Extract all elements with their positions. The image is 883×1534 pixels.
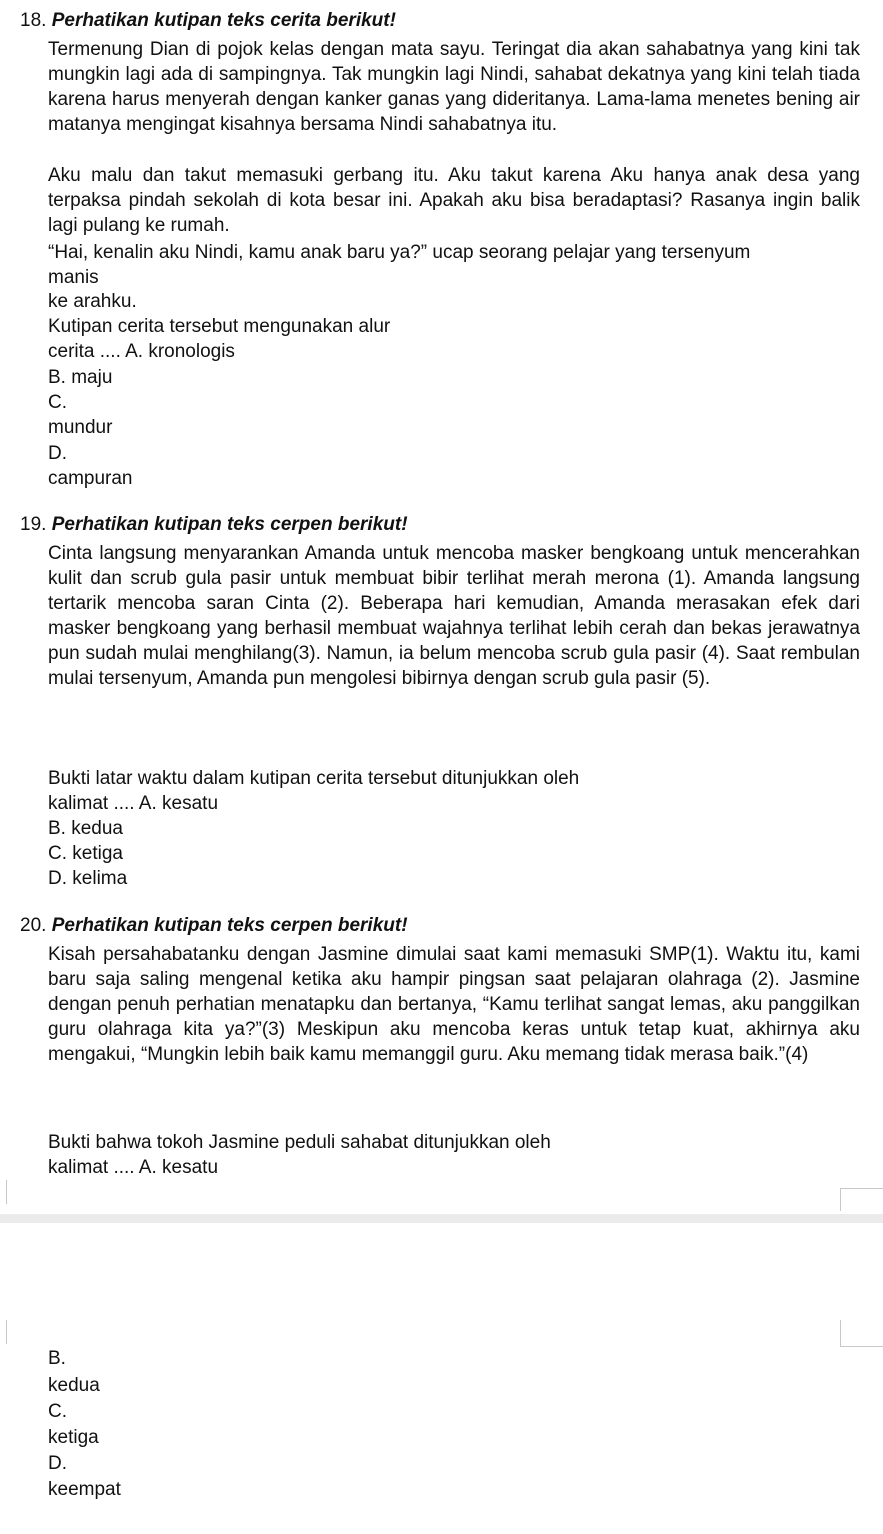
question-20-title: Perhatikan kutipan teks cerpen berikut!: [51, 915, 408, 936]
question-18-passage-p4: manis: [48, 267, 99, 288]
question-18-passage-p1: Termenung Dian di pojok kelas dengan mata sayu. Teringat dia akan sahabatnya yang kini tak mungkin lagi ada di sampingnya. Tak mungkin lagi Nindi, sahabat dekatnya yang kini telah tiada karena harus menyerah dengan kanker ganas yang dideritanya. Lama-lama menetes bening air matanya mengingat kisahnya bersama Nindi sahabatnya itu.: [48, 39, 860, 135]
question-18-passage-p5: ke arahku.: [48, 291, 137, 312]
question-20-prompt-line2: kalimat .... A. kesatu: [48, 1157, 219, 1178]
question-19-option-b: B. kedua: [48, 818, 123, 839]
question-18-option-b: B. maju: [48, 367, 113, 388]
question-19-prompt-line1: Bukti latar waktu dalam kutipan cerita tersebut ditunjukkan oleh: [48, 768, 580, 789]
question-19-option-c: C. ketiga: [48, 843, 123, 864]
question-20-option-d-text: keempat: [48, 1479, 121, 1500]
question-18-prompt-line2: cerita .... A. kronologis: [48, 341, 235, 362]
question-20-number: 20.: [20, 915, 47, 936]
question-20-option-b-label: B.: [48, 1348, 66, 1369]
question-19-heading: [20, 512, 408, 537]
question-18-option-c-text: mundur: [48, 417, 113, 438]
page-corner-mark-bottom-right: [840, 1320, 883, 1347]
question-18-option-c-label: C.: [48, 392, 67, 413]
question-19-title: Perhatikan kutipan teks cerpen berikut!: [51, 514, 408, 535]
question-18-passage-p3: “Hai, kenalin aku Nindi, kamu anak baru ya?” ucap seorang pelajar yang tersenyum: [48, 242, 751, 263]
question-20-option-d-label: D.: [48, 1453, 67, 1474]
question-19-number: 19.: [20, 514, 47, 535]
question-20-option-b-text: kedua: [48, 1375, 100, 1396]
question-20-option-c-text: ketiga: [48, 1427, 99, 1448]
question-20-prompt-line1: Bukti bahwa tokoh Jasmine peduli sahabat ditunjukkan oleh: [48, 1132, 551, 1153]
question-20-option-c-label: C.: [48, 1401, 67, 1422]
page-corner-mark-top-right: [840, 1188, 883, 1211]
question-18-passage-p2: Aku malu dan takut memasuki gerbang itu. Aku takut karena Aku hanya anak desa yang terpaksa pindah sekolah di kota besar ini. Apakah aku bisa beradaptasi? Rasanya ingin balik lagi pulang ke rumah.: [48, 165, 860, 236]
question-19-option-d: D. kelima: [48, 868, 128, 889]
page-break-divider: [0, 1214, 883, 1223]
page-corner-mark-top-left: [0, 1180, 7, 1204]
question-18-heading: [20, 8, 396, 33]
question-18-prompt-line1: Kutipan cerita tersebut mengunakan alur: [48, 316, 391, 337]
question-18-option-d-label: D.: [48, 443, 67, 464]
question-19-passage: Cinta langsung menyarankan Amanda untuk mencoba masker bengkoang untuk mencerahkan kulit dan scrub gula pasir untuk membuat bibir terlihat merah merona (1). Amanda langsung tertarik mencoba saran Cinta (2). Beberapa hari kemudian, Amanda merasakan efek dari masker bengkoang yang berhasil membuat wajahnya terlihat lebih cerah dan bekas jerawatnya pun sudah mulai menghilang(3). Namun, ia belum mencoba scrub gula pasir (4). Saat rembulan mulai tersenyum, Amanda pun mengolesi bibirnya dengan scrub gula pasir (5).: [48, 543, 860, 689]
question-20-heading: [20, 913, 408, 938]
question-20-passage: Kisah persahabatanku dengan Jasmine dimulai saat kami memasuki SMP(1). Waktu itu, kami baru saja saling mengenal ketika aku hampir pingsan saat pelajaran olahraga (2). Jasmine dengan penuh perhatian menatapku dan bertanya, “Kamu terlihat sangat lemas, aku panggilkan guru olahraga kita ya?”(3) Meskipun aku mencoba keras untuk tetap kuat, akhirnya aku mengakui, “Mungkin lebih baik kamu memanggil guru. Aku memang tidak merasa baik.”(4): [48, 944, 860, 1065]
question-18-title: Perhatikan kutipan teks cerita berikut!: [51, 10, 396, 31]
question-18-option-d-text: campuran: [48, 468, 133, 489]
question-19-prompt-line2: kalimat .... A. kesatu: [48, 793, 219, 814]
question-18-number: 18.: [20, 10, 47, 31]
page-corner-mark-bottom-left: [0, 1320, 7, 1344]
